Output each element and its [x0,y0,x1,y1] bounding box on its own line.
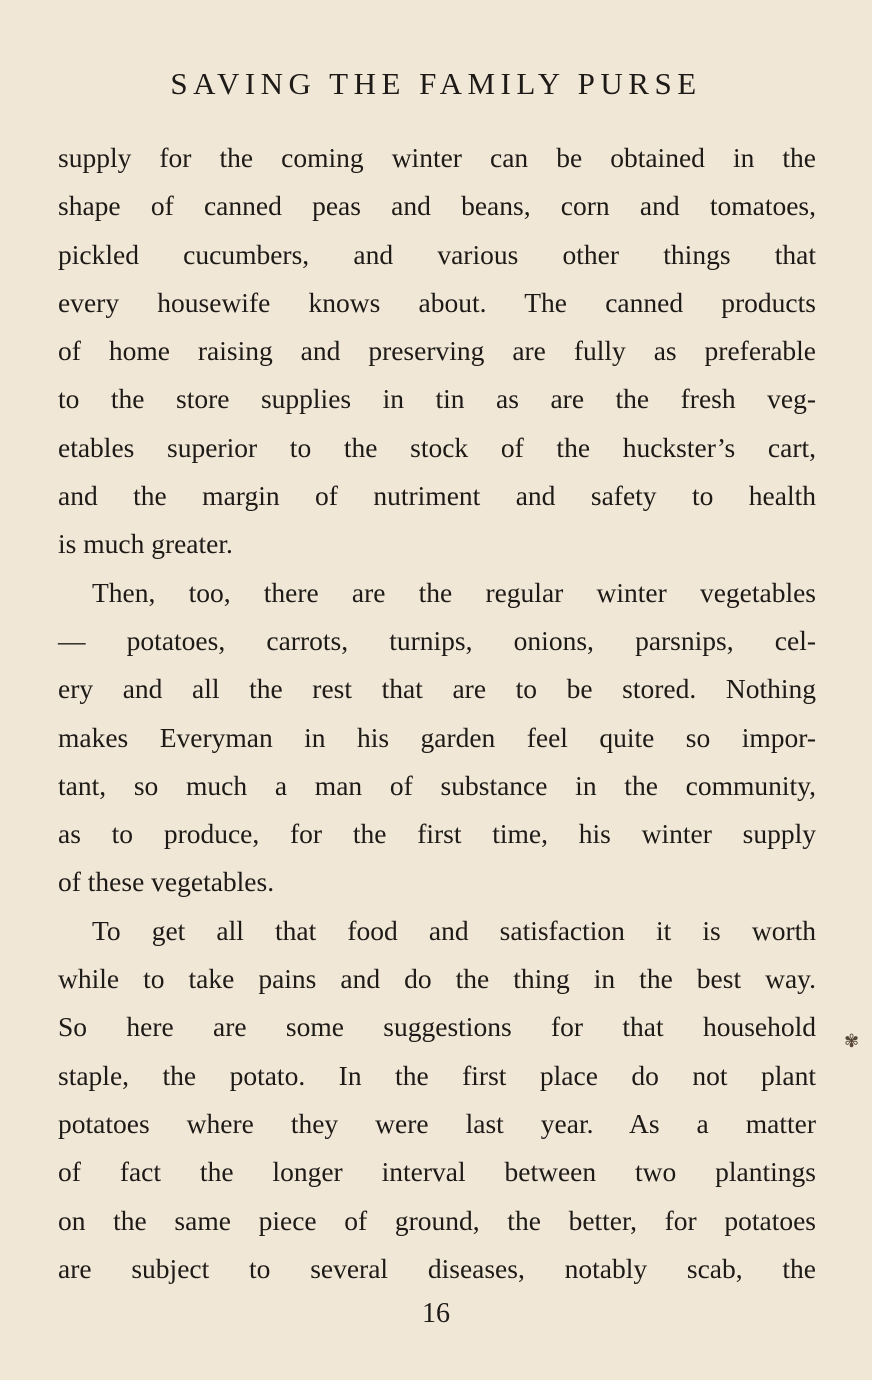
text-line: pickled cucumbers, and various other things that [58,238,816,270]
running-head: SAVING THE FAMILY PURSE [170,66,702,101]
text-line: shape of canned peas and beans, corn and tomatoes, [58,190,816,222]
text-line: ery and all the rest that are to be stored. Nothing [58,673,816,705]
text-line: etables superior to the stock of the huckster’s cart, [58,431,816,463]
page-number: 16 [422,1298,450,1329]
text-line: on the same piece of ground, the better, for potatoes [58,1204,816,1236]
text-line: is much greater. [58,528,233,560]
text-line: every housewife knows about. The canned products [58,286,816,318]
text-line: of fact the longer interval between two plantings [58,1156,816,1188]
text-line: to the store supplies in tin as are the fresh veg- [58,383,816,415]
text-line: and the margin of nutriment and safety to health [58,480,816,512]
text-line: tant, so much a man of substance in the community, [58,769,816,801]
paragraph-2 [58,569,816,907]
text-line: of these vegetables. [58,866,275,898]
text-line: staple, the potato. In the first place do not plant [58,1059,816,1091]
paragraph-3 [58,907,816,1293]
text-line: — potatoes, carrots, turnips, onions, parsnips, cel- [58,624,816,656]
text-line: makes Everyman in his garden feel quite so impor- [58,721,816,753]
text-line: as to produce, for the first time, his winter supply [58,818,816,850]
text-line: To get all that food and satisfaction it is worth [92,914,816,946]
body-text [58,134,816,1293]
text-line: Then, too, there are the regular winter vegetables [92,576,816,608]
text-line: So here are some suggestions for that household [58,1011,816,1043]
text-line: supply for the coming winter can be obtained in the [58,142,816,173]
text-line: of home raising and preserving are fully as preferable [58,335,816,367]
text-line: while to take pains and do the thing in the best way. [58,963,816,995]
text-line: are subject to several diseases, notably scab, the [58,1252,816,1284]
text-line: potatoes where they were last year. As a matter [58,1107,816,1139]
paragraph-1 [58,134,816,569]
margin-ornament-icon: ✾ [844,1031,860,1051]
